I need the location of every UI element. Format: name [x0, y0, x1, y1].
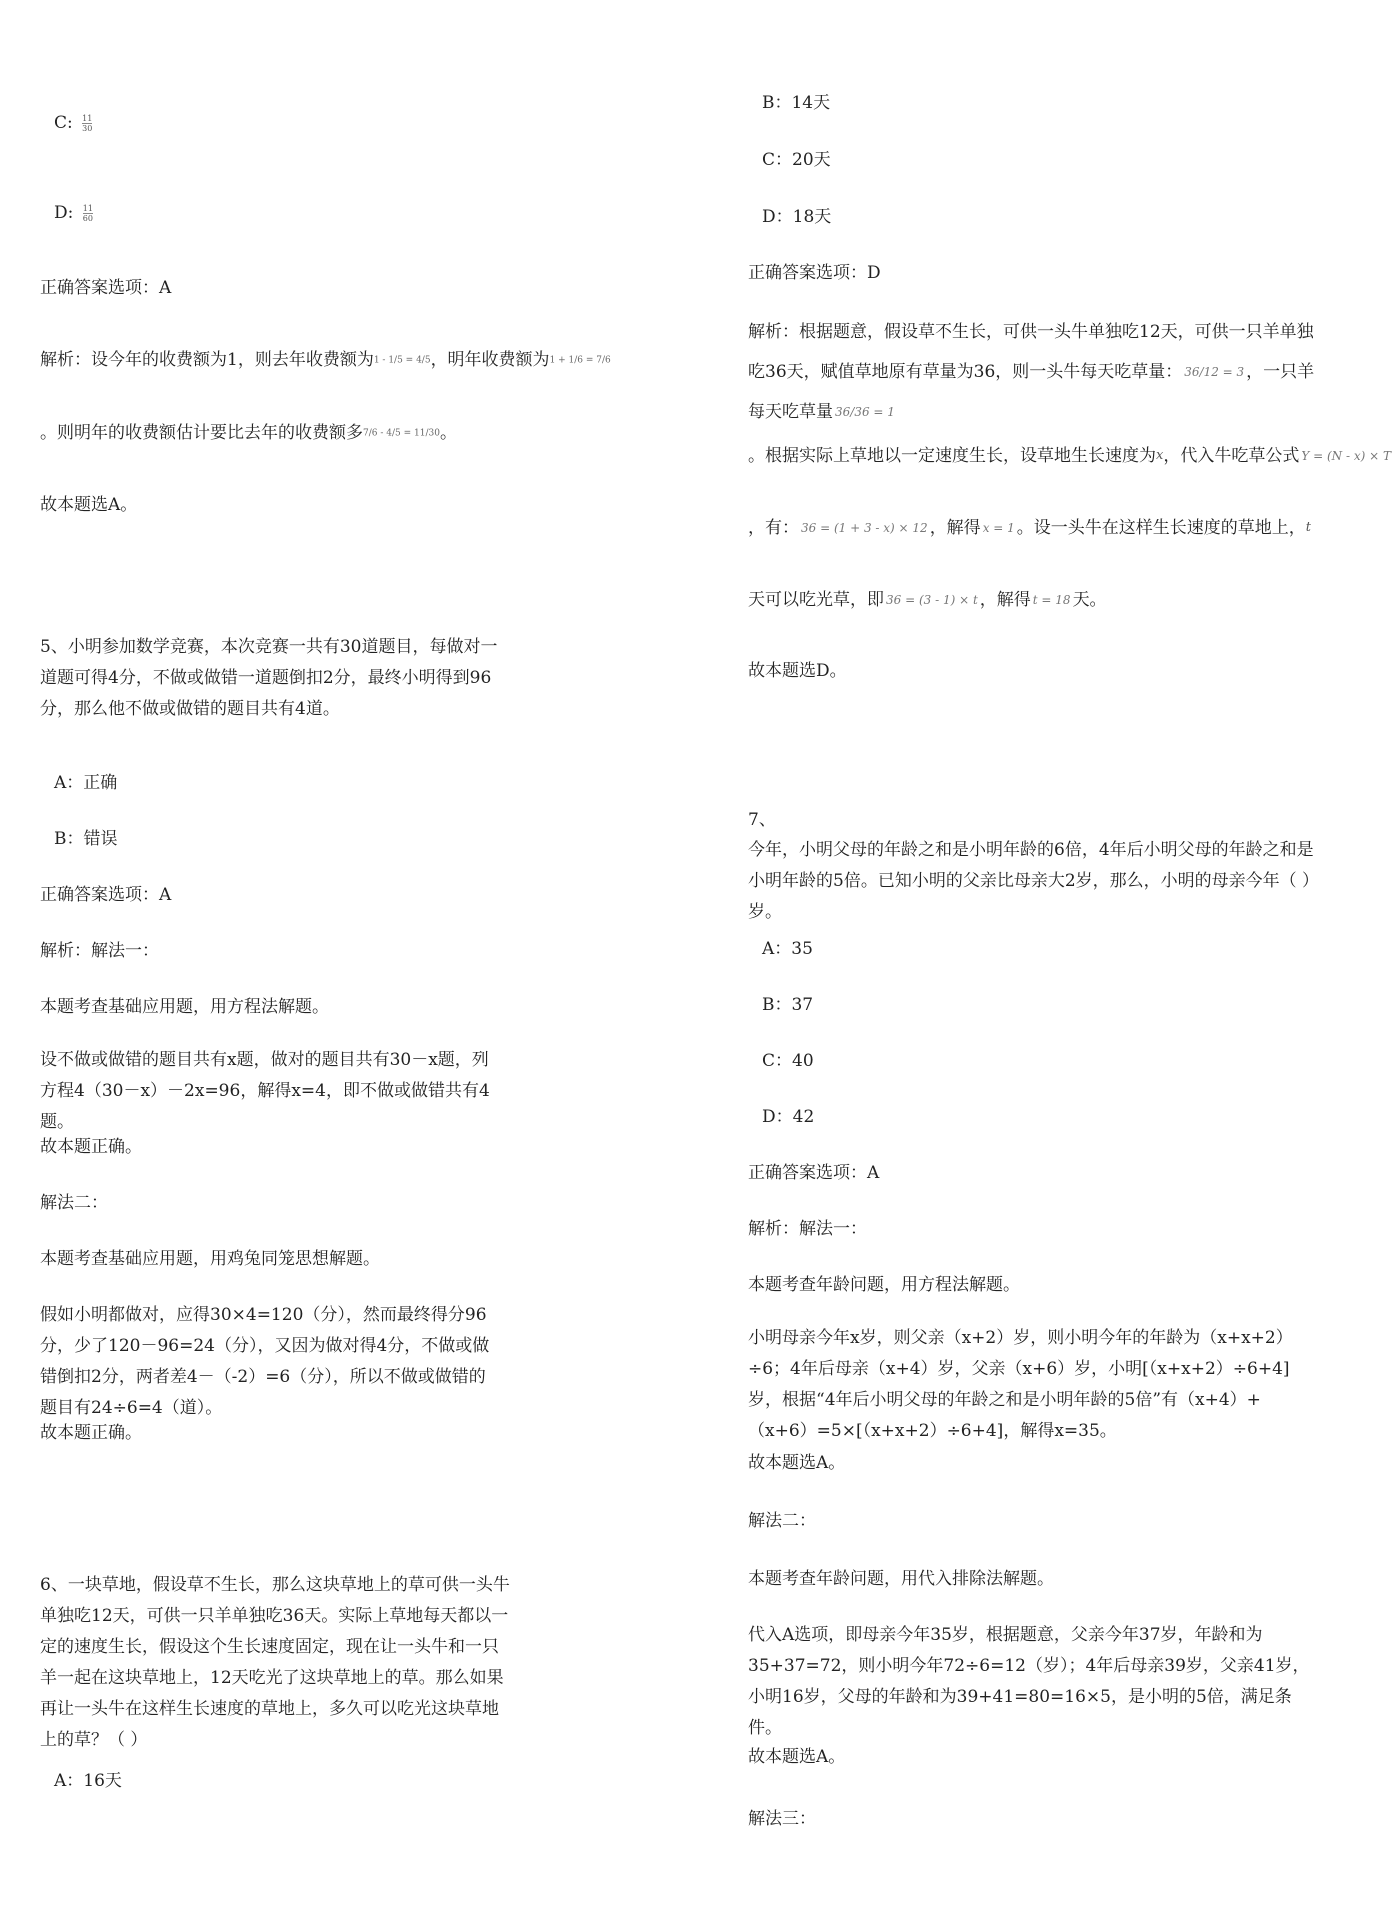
q7-method1-title: 解析：解法一： [748, 1219, 867, 1239]
formula: 36/12 = 3 [1184, 365, 1245, 379]
q5-method2-title: 解法二： [40, 1193, 108, 1213]
q7-option-c: C：40 [762, 1051, 814, 1071]
q7-method2-body: 代入A选项，即母亲今年35岁，根据题意，父亲今年37岁，年龄和为35+37=72，则小明今年72÷6=12（岁）；4年后母亲39岁，父亲41岁，小明16岁，父母的年龄和为39+41=80=16×5，是小明的5倍，满足条件。 [748, 1625, 1310, 1738]
q7-method2-conclusion: 故本题选A。 [748, 1747, 846, 1767]
q6-option-a: A：16天 [54, 1771, 122, 1791]
q6-conclusion: 故本题选D。 [748, 661, 847, 681]
q7-option-a: A：35 [762, 939, 813, 959]
fraction: $\frac{11}{30}$ [82, 114, 93, 133]
q4-analysis-line1: 解析：设今年的收费额为1，则去年收费额为1 - 1/5 = 4/5，明年收费额为1 + 1/6 = 7/6 [40, 350, 611, 370]
q6-option-b: B：14天 [762, 93, 831, 113]
q5-stem: 5、小明参加数学竞赛，本次竞赛一共有30道题目，每做对一道题可得4分，不做或做错一道题倒扣2分，最终小明得到96分，那么他不做或做错的题目共有4道。 [40, 637, 498, 719]
q7-method3-title: 解法三： [748, 1809, 816, 1829]
q6-option-c: C：20天 [762, 150, 831, 170]
formula: x = 1 [982, 521, 1015, 535]
q5-method2-conclusion: 故本题正确。 [40, 1423, 142, 1443]
q7-option-b: B：37 [762, 995, 814, 1015]
q7-option-d: D：42 [762, 1107, 815, 1127]
q6-answer: 正确答案选项：D [748, 263, 881, 283]
q5-method1-conclusion: 故本题正确。 [40, 1137, 142, 1157]
q7-method2-title: 解法二： [748, 1511, 816, 1531]
q7-method1-conclusion: 故本题选A。 [748, 1453, 846, 1473]
q7-method2-intro: 本题考查年龄问题，用代入排除法解题。 [748, 1569, 1054, 1589]
q4-analysis-line2: 。则明年的收费额估计要比去年的收费额多7/6 - 4/5 = 11/30。 [40, 423, 457, 443]
formula: 7/6 - 4/5 = 11/30 [363, 428, 440, 439]
q5-option-b: B：错误 [54, 829, 118, 849]
q6-option-d: D：18天 [762, 207, 832, 227]
formula: 36 = (3 - 1) × t [886, 593, 978, 607]
formula: 36 = (1 + 3 - x) × 12 [801, 521, 928, 535]
q6-analysis-line5: 天可以吃光草，即 $^{36 = (3 - 1) \times t}$ ，解得 $^{t = 18}$ 天。 [748, 590, 1107, 610]
fraction: $\frac{11}{60}$ [82, 204, 93, 223]
q6-stem: 6、一块草地，假设草不生长，那么这块草地上的草可供一头牛单独吃12天，可供一只羊单独吃36天。实际上草地每天都以一定的速度生长，假设这个生长速度固定，现在让一头牛和一只羊一起在这块草地上，12天吃光了这块草地上的草。那么如果再让一头牛在这样生长速度的草地上，多久可以吃光这块草地上的草？（ ） [40, 1575, 510, 1750]
q7-method1-intro: 本题考查年龄问题，用方程法解题。 [748, 1275, 1020, 1295]
formula: 1 + 1/6 = 7/6 [549, 355, 611, 366]
q5-method1-title: 解析：解法一： [40, 941, 159, 961]
q4-option-d: D: $\frac{11}{60}$ [54, 203, 93, 223]
q5-method2-body: 假如小明都做对，应得30×4=120（分），然而最终得分96分，少了120－96=24（分），又因为做对得4分，不做或做错倒扣2分，两者差4－（-2）=6（分），所以不做或做错的题目有24÷6=4（道）。 [40, 1305, 490, 1418]
q7-answer: 正确答案选项：A [748, 1163, 880, 1183]
variable: t [1305, 520, 1312, 535]
q6-analysis-line3: 。根据实际上草地以一定速度生长，设草地生长速度为$^x$，代入牛吃草公式 $^{Y = (N - x) \times T}$ [748, 446, 1391, 466]
q6-analysis-line4: ，有： $^{36 = (1 + 3 - x) \times 12}$ ，解得 $^{x = 1}$ 。设一头牛在这样生长速度的草地上，$^t$ [748, 518, 1312, 538]
q7-method1-body: 小明母亲今年x岁，则父亲（x+2）岁，则小明今年的年龄为（x+x+2）÷6；4年后母亲（x+4）岁，父亲（x+6）岁，小明[（x+x+2）÷6+4]岁，根据“4年后小明父母的年龄之和是小明年龄的5倍”有（x+4）+（x+6）=5×[（x+x+2）÷6+4]，解得x=35。 [748, 1328, 1293, 1441]
q5-answer: 正确答案选项：A [40, 885, 172, 905]
q7-stem: 今年，小明父母的年龄之和是小明年龄的6倍，4年后小明父母的年龄之和是小明年龄的5倍。已知小明的父亲比母亲大2岁，那么，小明的母亲今年（ ）岁。 [748, 840, 1320, 922]
q7-number: 7、 [748, 810, 776, 830]
formula: t = 18 [1032, 593, 1071, 607]
q4-answer: 正确答案选项：A [40, 278, 172, 298]
q6-analysis: 解析：根据题意，假设草不生长，可供一头牛单独吃12天，可供一只羊单独吃36天，赋值草地原有草量为36，则一头牛每天吃草量： $^{36/12 = 3}$ ，一只羊每天吃草量 $^{36/36 = 1}$ [748, 322, 1315, 422]
q5-method1-intro: 本题考查基础应用题，用方程法解题。 [40, 997, 329, 1017]
formula: 1 - 1/5 = 4/5 [373, 355, 431, 366]
q5-option-a: A：正确 [54, 773, 118, 793]
q4-option-c: C: $\frac{11}{30}$ [54, 113, 93, 133]
q5-method1-body: 设不做或做错的题目共有x题，做对的题目共有30－x题，列方程4（30－x）－2x=96，解得x=4，即不做或做错共有4题。 [40, 1050, 490, 1132]
q4-conclusion: 故本题选A。 [40, 495, 138, 515]
q5-method2-intro: 本题考查基础应用题，用鸡兔同笼思想解题。 [40, 1249, 380, 1269]
formula: 36/36 = 1 [835, 405, 895, 419]
variable: x [1156, 448, 1164, 463]
formula: Y = (N - x) × T [1301, 449, 1391, 463]
